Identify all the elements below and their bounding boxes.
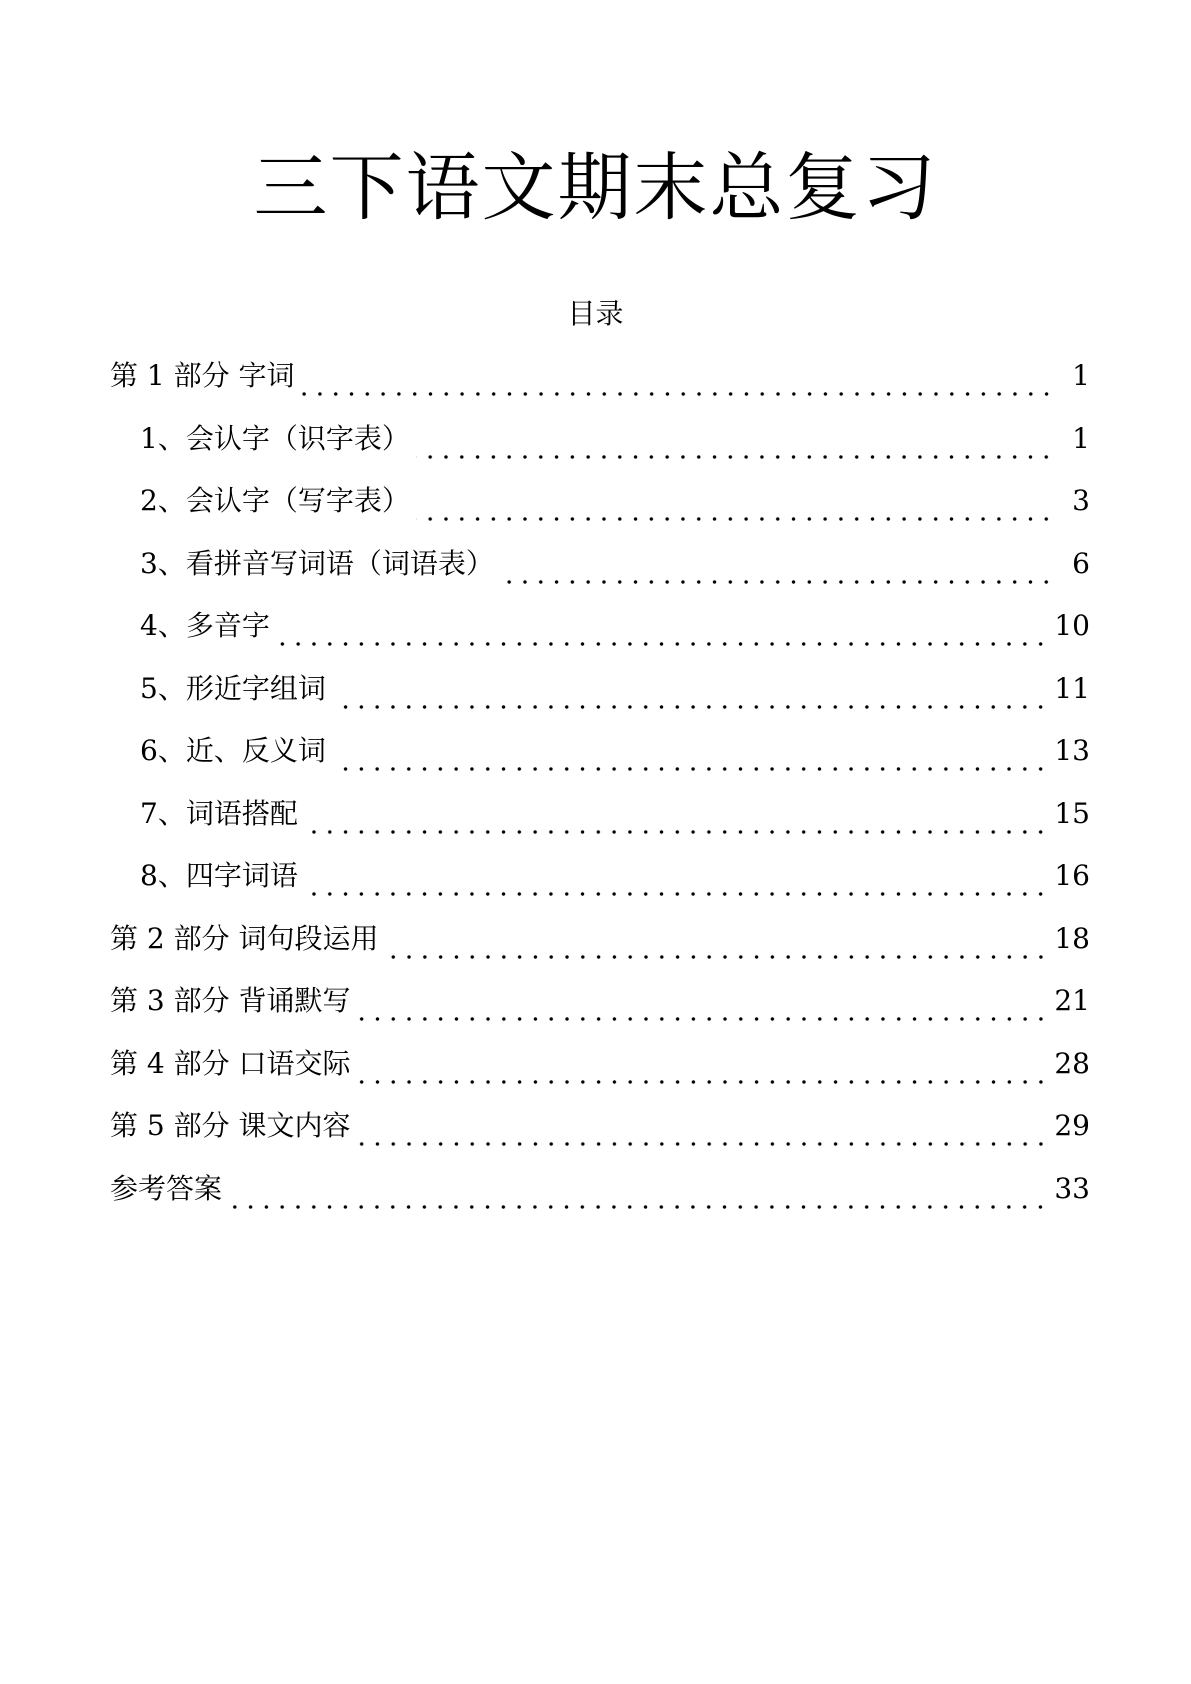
dot-leader: [276, 629, 1049, 649]
toc-entry-label: 第 5 部分 课文内容: [110, 1109, 351, 1142]
dot-leader: [357, 1129, 1049, 1149]
toc-entry-1-3[interactable]: [110, 546, 1090, 609]
toc-entry-page-number: 28: [1054, 1046, 1090, 1080]
toc-entry-1-2[interactable]: [110, 483, 1090, 546]
toc-entry-page-number: 1: [1072, 359, 1090, 392]
toc-entry-label: 第 1 部分 字词: [110, 359, 295, 392]
toc-entry-1-4[interactable]: [110, 608, 1090, 671]
toc-entry-page-number: 13: [1054, 734, 1090, 767]
toc-entry-page-number: 33: [1054, 1171, 1090, 1205]
toc-entry-part-5[interactable]: [110, 1108, 1090, 1171]
toc-entry-part-4[interactable]: [110, 1046, 1090, 1109]
toc-entry-label: 6、近、反义词: [140, 734, 326, 767]
toc-entry-1-8[interactable]: [110, 858, 1090, 921]
toc-entry-label: 第 2 部分 词句段运用: [110, 921, 379, 955]
toc-entry-label: 2、会认字（写字表）: [140, 484, 410, 517]
toc-entry-1-1[interactable]: [110, 421, 1090, 484]
toc-entry-part-3[interactable]: [110, 983, 1090, 1046]
toc-entry-label: 3、看拼音写词语（词语表）: [140, 546, 494, 580]
toc-heading: 目录: [567, 297, 624, 330]
toc-entry-label: 1、会认字（识字表）: [140, 421, 410, 455]
toc-entry-part-1[interactable]: [110, 358, 1090, 421]
toc-entry-label: 第 4 部分 口语交际: [110, 1046, 351, 1080]
toc-entry-label: 7、词语搭配: [140, 796, 298, 830]
toc-entry-label: 第 3 部分 背诵默写: [110, 984, 351, 1017]
toc-entry-page-number: 15: [1054, 796, 1090, 830]
document-title: 三下语文期末总复习: [253, 145, 938, 231]
table-of-contents: [110, 358, 1090, 1233]
toc-entry-label: 8、四字词语: [140, 859, 298, 892]
toc-entry-page-number: 6: [1072, 546, 1090, 580]
toc-entry-page-number: 29: [1054, 1109, 1090, 1142]
dot-leader: [500, 567, 1054, 587]
toc-entry-page-number: 10: [1054, 609, 1090, 642]
dot-leader: [304, 879, 1049, 899]
dot-leader: [416, 504, 1054, 524]
toc-entry-page-number: 18: [1054, 921, 1090, 955]
dot-leader: [357, 1004, 1049, 1024]
toc-entry-1-7[interactable]: [110, 796, 1090, 859]
dot-leader: [301, 379, 1054, 399]
dot-leader: [332, 754, 1049, 774]
dot-leader: [332, 692, 1049, 712]
toc-entry-page-number: 21: [1054, 984, 1090, 1017]
toc-entry-page-number: 11: [1054, 671, 1090, 705]
dot-leader: [385, 942, 1049, 962]
toc-entry-page-number: 16: [1054, 859, 1090, 892]
toc-entry-1-6[interactable]: [110, 733, 1090, 796]
dot-leader: [416, 442, 1054, 462]
dot-leader: [304, 817, 1049, 837]
dot-leader: [357, 1067, 1049, 1087]
toc-entry-label: 参考答案: [110, 1171, 223, 1205]
toc-entry-answers[interactable]: [110, 1171, 1090, 1234]
toc-entry-1-5[interactable]: [110, 671, 1090, 734]
toc-entry-page-number: 1: [1072, 421, 1090, 455]
toc-entry-label: 5、形近字组词: [140, 671, 326, 705]
toc-entry-page-number: 3: [1072, 484, 1090, 517]
toc-entry-part-2[interactable]: [110, 921, 1090, 984]
dot-leader: [228, 1192, 1048, 1212]
toc-entry-label: 4、多音字: [140, 609, 270, 642]
